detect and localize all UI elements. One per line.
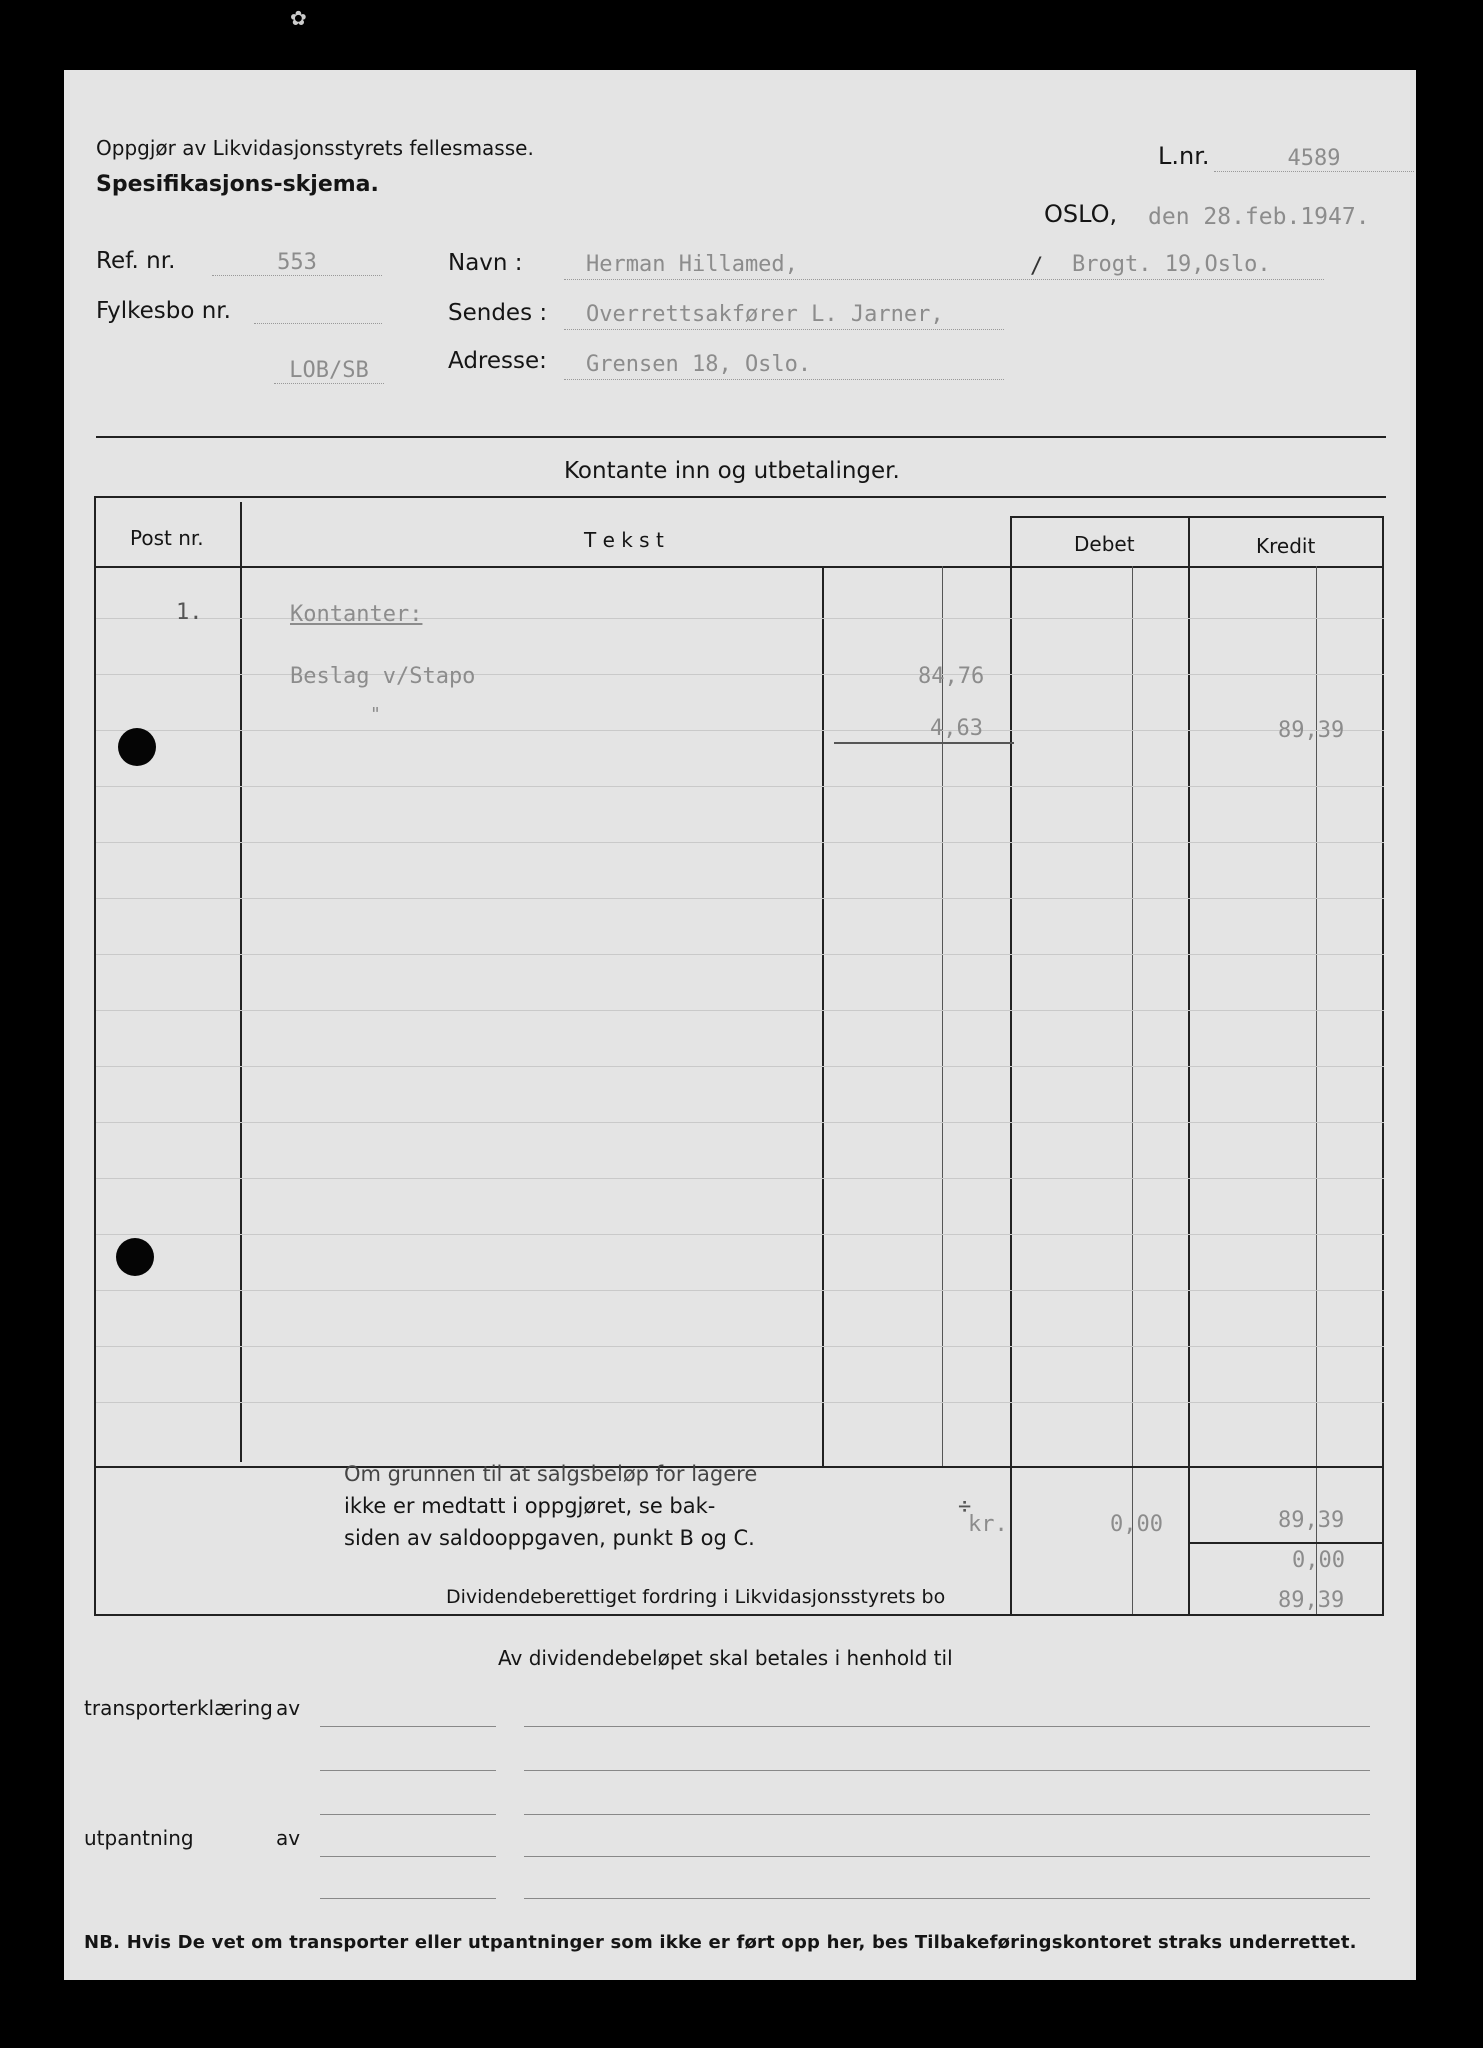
summary-kredit-value-1: 89,39	[1278, 1508, 1345, 1533]
note-line-3: siden av saldooppgaven, punkt B og C.	[344, 1526, 755, 1550]
table-left-edge	[94, 496, 96, 1614]
blank-line[interactable]	[524, 1856, 1370, 1857]
dividend-label: Dividendeberettiget fordring i Likvidasjonsstyrets bo	[446, 1586, 946, 1608]
ruled-line	[96, 898, 1384, 899]
post-column-divider	[240, 502, 242, 1462]
kr-label: kr.	[968, 1512, 1008, 1537]
fylkesbo-label: Fylkesbo nr.	[96, 298, 231, 324]
summary-kredit-value-2: 0,00	[1292, 1548, 1345, 1573]
blank-line[interactable]	[320, 1856, 496, 1857]
ruled-line	[96, 730, 1384, 731]
navn-slash: /	[1030, 254, 1044, 279]
blank-line[interactable]	[524, 1770, 1370, 1771]
blank-line[interactable]	[320, 1814, 496, 1815]
post-nr-header: Post nr.	[130, 526, 204, 550]
adresse-line	[564, 378, 1004, 380]
corner-mark-icon: ✿	[290, 6, 307, 30]
note-line-1: Om grunnen til at salgsbeløp for lagere	[344, 1462, 758, 1486]
kredit-total: 89,39	[1278, 718, 1345, 743]
transport-label: transporterklæring	[84, 1696, 273, 1720]
row-heading: Kontanter:	[290, 602, 423, 627]
fylkesbo-value-line	[254, 322, 382, 324]
ruled-line	[96, 1234, 1384, 1235]
navn-address: Brogt. 19,Oslo.	[1072, 252, 1271, 277]
debet-column-divider	[1010, 516, 1012, 1614]
form-subtitle: Spesifikasjons-skjema.	[96, 172, 379, 197]
tekst-header: T e k s t	[584, 528, 664, 552]
ruled-line	[96, 786, 1384, 787]
sendes-line	[564, 328, 1004, 330]
ruled-line	[96, 1402, 1384, 1403]
section-title: Kontante inn og utbetalinger.	[564, 458, 900, 484]
city-label: OSLO,	[1044, 200, 1118, 228]
kredit-header: Kredit	[1256, 534, 1316, 558]
ruled-line	[96, 1122, 1384, 1123]
adresse-label: Adresse:	[448, 348, 547, 374]
utpantning-label: utpantning	[84, 1826, 194, 1850]
section-rule	[96, 436, 1386, 438]
lnr-label: L.nr.	[1158, 142, 1210, 170]
form-title: Oppgjør av Likvidasjonsstyrets fellesmasse.	[96, 136, 534, 160]
ref-label: Ref. nr.	[96, 248, 176, 274]
row-line-2-amount: 4,63	[930, 716, 983, 741]
blank-line[interactable]	[524, 1898, 1370, 1899]
ruled-line	[96, 842, 1384, 843]
debet-cents-divider	[1132, 566, 1133, 1614]
ruled-line	[96, 1066, 1384, 1067]
blank-line[interactable]	[320, 1726, 496, 1727]
post-number: 1.	[176, 600, 203, 625]
minus-sign: ÷	[958, 1494, 972, 1519]
payment-intro: Av dividendebeløpet skal betales i henhold til	[498, 1646, 953, 1670]
ruled-line	[96, 1010, 1384, 1011]
lnr-value: 4589	[1214, 146, 1414, 172]
table-right-edge	[1382, 516, 1384, 1614]
form-sheet	[64, 70, 1416, 1980]
ditto-mark: "	[370, 704, 381, 725]
ruled-line	[96, 1290, 1384, 1291]
reference-code: LOB/SB	[274, 358, 384, 384]
debet-header: Debet	[1074, 532, 1135, 556]
adresse-value: Grensen 18, Oslo.	[586, 352, 812, 377]
summary-debet-value: 0,00	[1110, 1512, 1163, 1537]
ruled-line	[96, 1346, 1384, 1347]
blank-line[interactable]	[524, 1814, 1370, 1815]
table-top-rule	[94, 496, 1386, 498]
punch-hole	[118, 728, 156, 766]
ruled-line	[96, 1178, 1384, 1179]
subtotal-cents-divider	[942, 566, 943, 1466]
blank-line[interactable]	[320, 1770, 496, 1771]
blank-line[interactable]	[524, 1726, 1370, 1727]
punch-hole	[116, 1238, 154, 1276]
dividend-value: 89,39	[1278, 1588, 1345, 1613]
table-header-rule	[96, 566, 1384, 568]
row-line-1-text: Beslag v/Stapo	[290, 664, 476, 689]
utpantning-av-label: av	[276, 1826, 301, 1850]
sendes-value: Overrettsakfører L. Jarner,	[586, 302, 944, 327]
subtotal-column-left	[822, 566, 824, 1466]
navn-line	[564, 278, 1324, 280]
kredit-subtotal-rule	[1188, 1542, 1384, 1544]
sendes-label: Sendes :	[448, 300, 548, 326]
transport-av-label: av	[276, 1696, 301, 1720]
nb-notice: NB. Hvis De vet om transporter eller utpantninger som ikke er ført opp her, bes Tilbakeføringskontoret straks underrettet.	[84, 1932, 1357, 1953]
ruled-line	[96, 954, 1384, 955]
subtotal-underline	[834, 742, 1014, 744]
kredit-column-divider	[1188, 516, 1190, 1614]
note-line-2: ikke er medtatt i oppgjøret, se bak-	[344, 1494, 716, 1518]
row-line-1-amount: 84,76	[918, 664, 985, 689]
date-value: den 28.feb.1947.	[1148, 204, 1370, 230]
navn-label: Navn :	[448, 250, 523, 276]
navn-value: Herman Hillamed,	[586, 252, 798, 277]
ref-value: 553	[212, 250, 382, 276]
blank-line[interactable]	[320, 1898, 496, 1899]
summary-bottom-rule	[94, 1614, 1384, 1616]
amount-header-top	[1010, 516, 1384, 518]
